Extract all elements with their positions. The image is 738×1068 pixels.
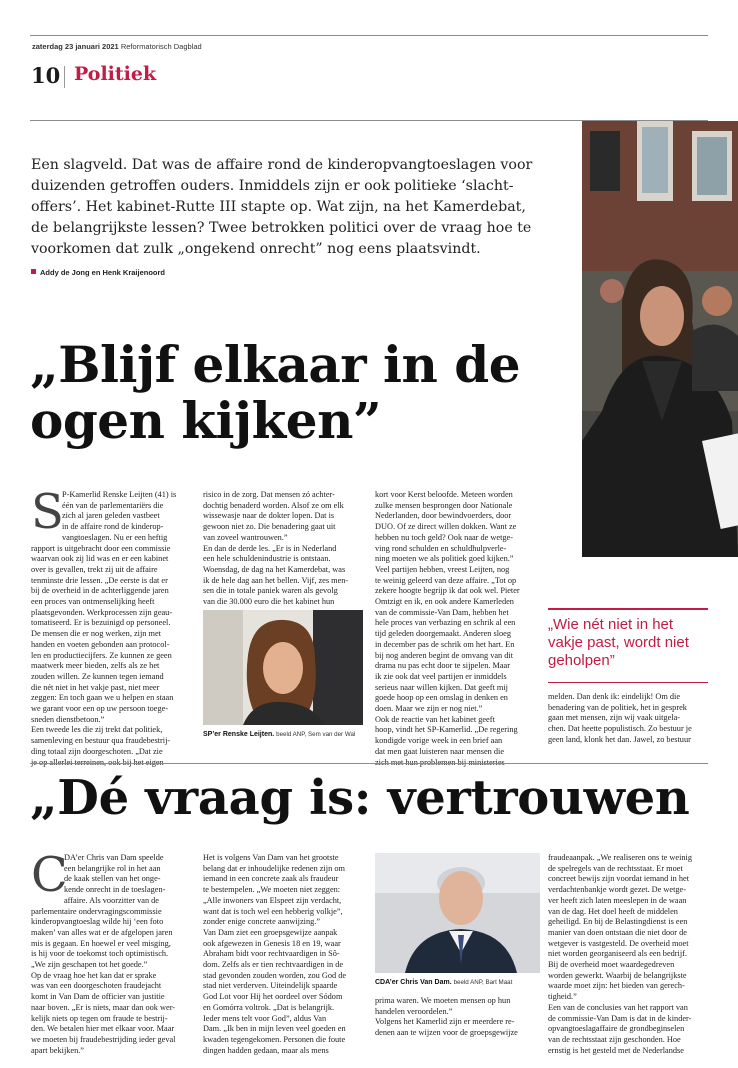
article2-column-4: fraudeaanpak. „We realiseren ons te weinig de spelregels van de rechtsstaat. Er moet concreet bewijs zijn voordat iemand in het verdachtenbankje wordt gezet. De wetge- ver heeft zich laten meeslepen in de waan van de dag. Het doel heeft de middelen geheiligd. En bij de Belastingdienst is een manier van doen ontstaan die niet door de wetgever is vastgesteld. De overheid moet niet worden georganiseerd als een bedrijf. Bij de overheid moet waardegedreven worden gewerkt. Waarbij de belangrijkste waarde moet zijn: het bieden van gerech- tigheid.” Een van de conclusies van het rapport van de commissie-Van Dam is dat in de kinder- opvangtoeslagaffaire de grondbeginselen van de rechtsstaat zijn geschonden. Hoe ernstig is het gesteld met de Nederlandse <box>548 853 692 1055</box>
protest-photo <box>582 121 738 557</box>
pull-quote-rule-top <box>548 608 708 610</box>
pull-quote: „Wie nét niet in het vakje past, wordt niet geholpen” <box>548 616 689 669</box>
pull-quote-rule-bottom <box>548 682 708 683</box>
article1-col1-body: rapport is uitgebracht door een commissie waarvan ook zij lid was en er een kabinet over is gevallen, trekt zij uit de affaire tenminste drie lessen. „De eerste is dat er bij de overheid in de achterliggende jaren een proces van ontmenselijking heeft plaatsgevonden. Werkprocessen zijn geau- tomatiseerd. Er is bezuinigd op personeel. De mensen die er nog werken, zijn met handen en voeten gebonden aan protocol- len en productiecijfers. Ze kunnen ze geen maatwerk meer bieden, zelfs als ze het zouden willen. Ze kunnen tegen iemand die nét niet in het vakje past, niet meer zeggen: En toch gaan we u helpen en staan we garant voor een op uw persoon toege- sneden dienstbetoon.” Een tweede les die zij trekt dat politiek, samenleving en bestuur qua fraudebestrij- ding totaal zijn doorgeschoten. „Dat zie <box>31 543 174 756</box>
article-divider <box>30 763 708 764</box>
article1-column-4: melden. Dan denk ik: eindelijk! Om die benadering van de politiek, het in gesprek gaan met mensen, zijn wij vaak uitgela- chen. Dat heette populistisch. Zo bestuur je geen land, klonk het dan. Jawel, zo bestuur <box>548 692 692 744</box>
article1-headline: „Blijf elkaar in de ogen kijken” <box>30 335 521 450</box>
article1-dropcap: S <box>31 484 64 540</box>
article2-dropcap: C <box>31 847 68 903</box>
vandam-photo-illustration <box>375 853 540 973</box>
article2-column-1 <box>31 847 195 1056</box>
top-rule <box>30 35 708 36</box>
article2-column-3: prima waren. We moeten mensen op hun handelen veroordelen.” Volgens het Kamerlid zijn er meerdere re- denen aan te wijzen voor de groepsgewijze <box>375 996 518 1038</box>
article2-column-2: Het is volgens Van Dam van het grootste belang dat er inhoudelijke redenen zijn om iemand in een concrete zaak als fraudeur te bestempelen. „We moeten niet zeggen: „Alle inwoners van Elspeet zijn verdacht, want dat is toch wel een hebberig volkje”, zonder enige concrete aanwijzing.” Van Dam ziet een groepsgewijze aanpak ook afgewezen in Genesis 18 en 19, waar Abraham bidt voor rechtvaardigen in Sô- dom. Zelfs als er tien rechtvaardigen in de stad gevonden zouden worden, zou God de stad niet verderven. Uiteindelijk spaarde God Lot voor Hij het oordeel over Sódom en Gomórra voltrok. „Dat is belangrijk. Ieder mens telt voor God”, aldus Van Dam. „Ik ben in mijn leven veel goeden en kwaden tegengekomen. Personen die foute dingen hadden gedaan, maar als mens <box>203 853 347 1055</box>
intro-text: Een slagveld. Dat was de affaire rond de kinderopvangtoeslagen voor duizenden getroffen ouders. Inmiddels zijn er ook politieke ‘slacht- offers’. Het kabinet-Rutte III stapte op. Wat zijn, na het Kamerdebat, de belangrijkste lessen? Twee betrokken politici over de vraag hoe te voorkomen dat zulk „ongekend onrecht” nog eens plaatsvindt. <box>31 157 533 257</box>
article2-col1-indent: DA’er Chris van Dam speelde een belangrijke rol in het aan de kaak stellen van het onge- kende onrecht in de toeslagen- affaire. Als voorzitter van de <box>64 853 166 905</box>
article2-headline: „Dé vraag is: vertrouwen <box>30 770 690 826</box>
dateline: zaterdag 23 januari 2021 Reformatorisch Dagblad <box>32 42 202 51</box>
vandam-photo <box>375 853 540 973</box>
byline: Addy de Jong en Henk Kraijenoord <box>31 268 165 277</box>
article1-col1-indent: P-Kamerlid Renske Leijten (41) is één van de parlementariërs die zich al jaren geleden vastbeet in de affaire rond de kinderop- vangtoeslagen. Nu er een heftig <box>62 490 177 542</box>
page-number: 10 <box>31 63 61 88</box>
vandam-caption: CDA’er Chris Van Dam. beeld ANP, Bart Maat <box>375 979 513 986</box>
leijten-caption: SP’er Renske Leijten. beeld ANP, Sem van der Wal <box>203 731 356 738</box>
section-title: Politiek <box>74 63 157 85</box>
article1-column-1 <box>31 484 195 768</box>
protest-photo-illustration <box>582 121 738 557</box>
article2-col1-body: parlementaire ondervragingscommissie kinderopvangtoeslag wilde hij ‘een foto maken’ van alles wat er de afgelopen jaren mis is gegaan. En hoewel er veel misging, is hij voor de toekomst toch optimistisch. „We zijn geschapen tot het goede.” Op de vraag hoe het kan dat er sprake was van een doorgeschoten fraudejacht komt in Van Dam de officier van justitie naar boven. „Er is niets, maar dan ook wer- kelijk niets op tegen om fraude te bestrij- den. We betalen hier met elkaar voor. Maar we moeten bij fraudebestrijding ieder geval apart bekijken.” <box>31 906 176 1055</box>
header-divider <box>64 66 65 88</box>
byline-square-icon <box>31 269 36 274</box>
article1-column-3: kort voor Kerst beloofde. Meteen worden zulke mensen besprongen door Nationale Nederlanden, door bewindvoerders, door DUO. Of ze direct willen dokken. Want ze hebben nu toch geld? Ook naar de wetge- ving rond schulden en schuldhulpverle- ning moeten we als politiek goed kijken.” Veel partijen hebben, vreest Leijten, nog te weinig geleerd van deze affaire. „Tot op zekere hoogte begrijp ik dat ook wel. Pieter Omtzigt en ik, en ook andere Kamerleden van de commissie-Van Dam, hebben het hele proces van verbazing en schrik al een tijd geleden doorgemaakt. Anderen sloeg in december pas de schrik om het hart. En bij nog anderen begint de omvang van dit drama nu pas echt door te sijpelen. Maar ik zie ook dat veel partijen er inmiddels serieus naar willen kijken. Dat geeft mij goede hoop op een omslag in denken en doen. Maar we zijn er nog niet.” Ook de reactie van het kabinet geeft hoop, vindt het SP-Kamerlid. „De regering kondigde vorige week in een brief aan dat men gaat luisteren naar mensen die <box>375 490 520 756</box>
leijten-photo <box>203 610 363 725</box>
article1-column-2: risico in de zorg. Dat mensen zó achter- dochtig benaderd worden. Alsof ze om elk wissewasje naar de dokter lopen. Dat is gewoon niet zo. Die benadering gaat uit van zoveel wantrouwen.” En dan de derde les. „Er is in Nederland een hele schuldenindustrie is ontstaan. Woensdag, de dag na het Kamerdebat, was ik de hele dag aan het bellen. Vijf, zes men- sen die in totale paniek waren als gevolg van die 30.000 euro die het kabinet hun <box>203 490 349 607</box>
leijten-photo-illustration <box>203 610 363 725</box>
